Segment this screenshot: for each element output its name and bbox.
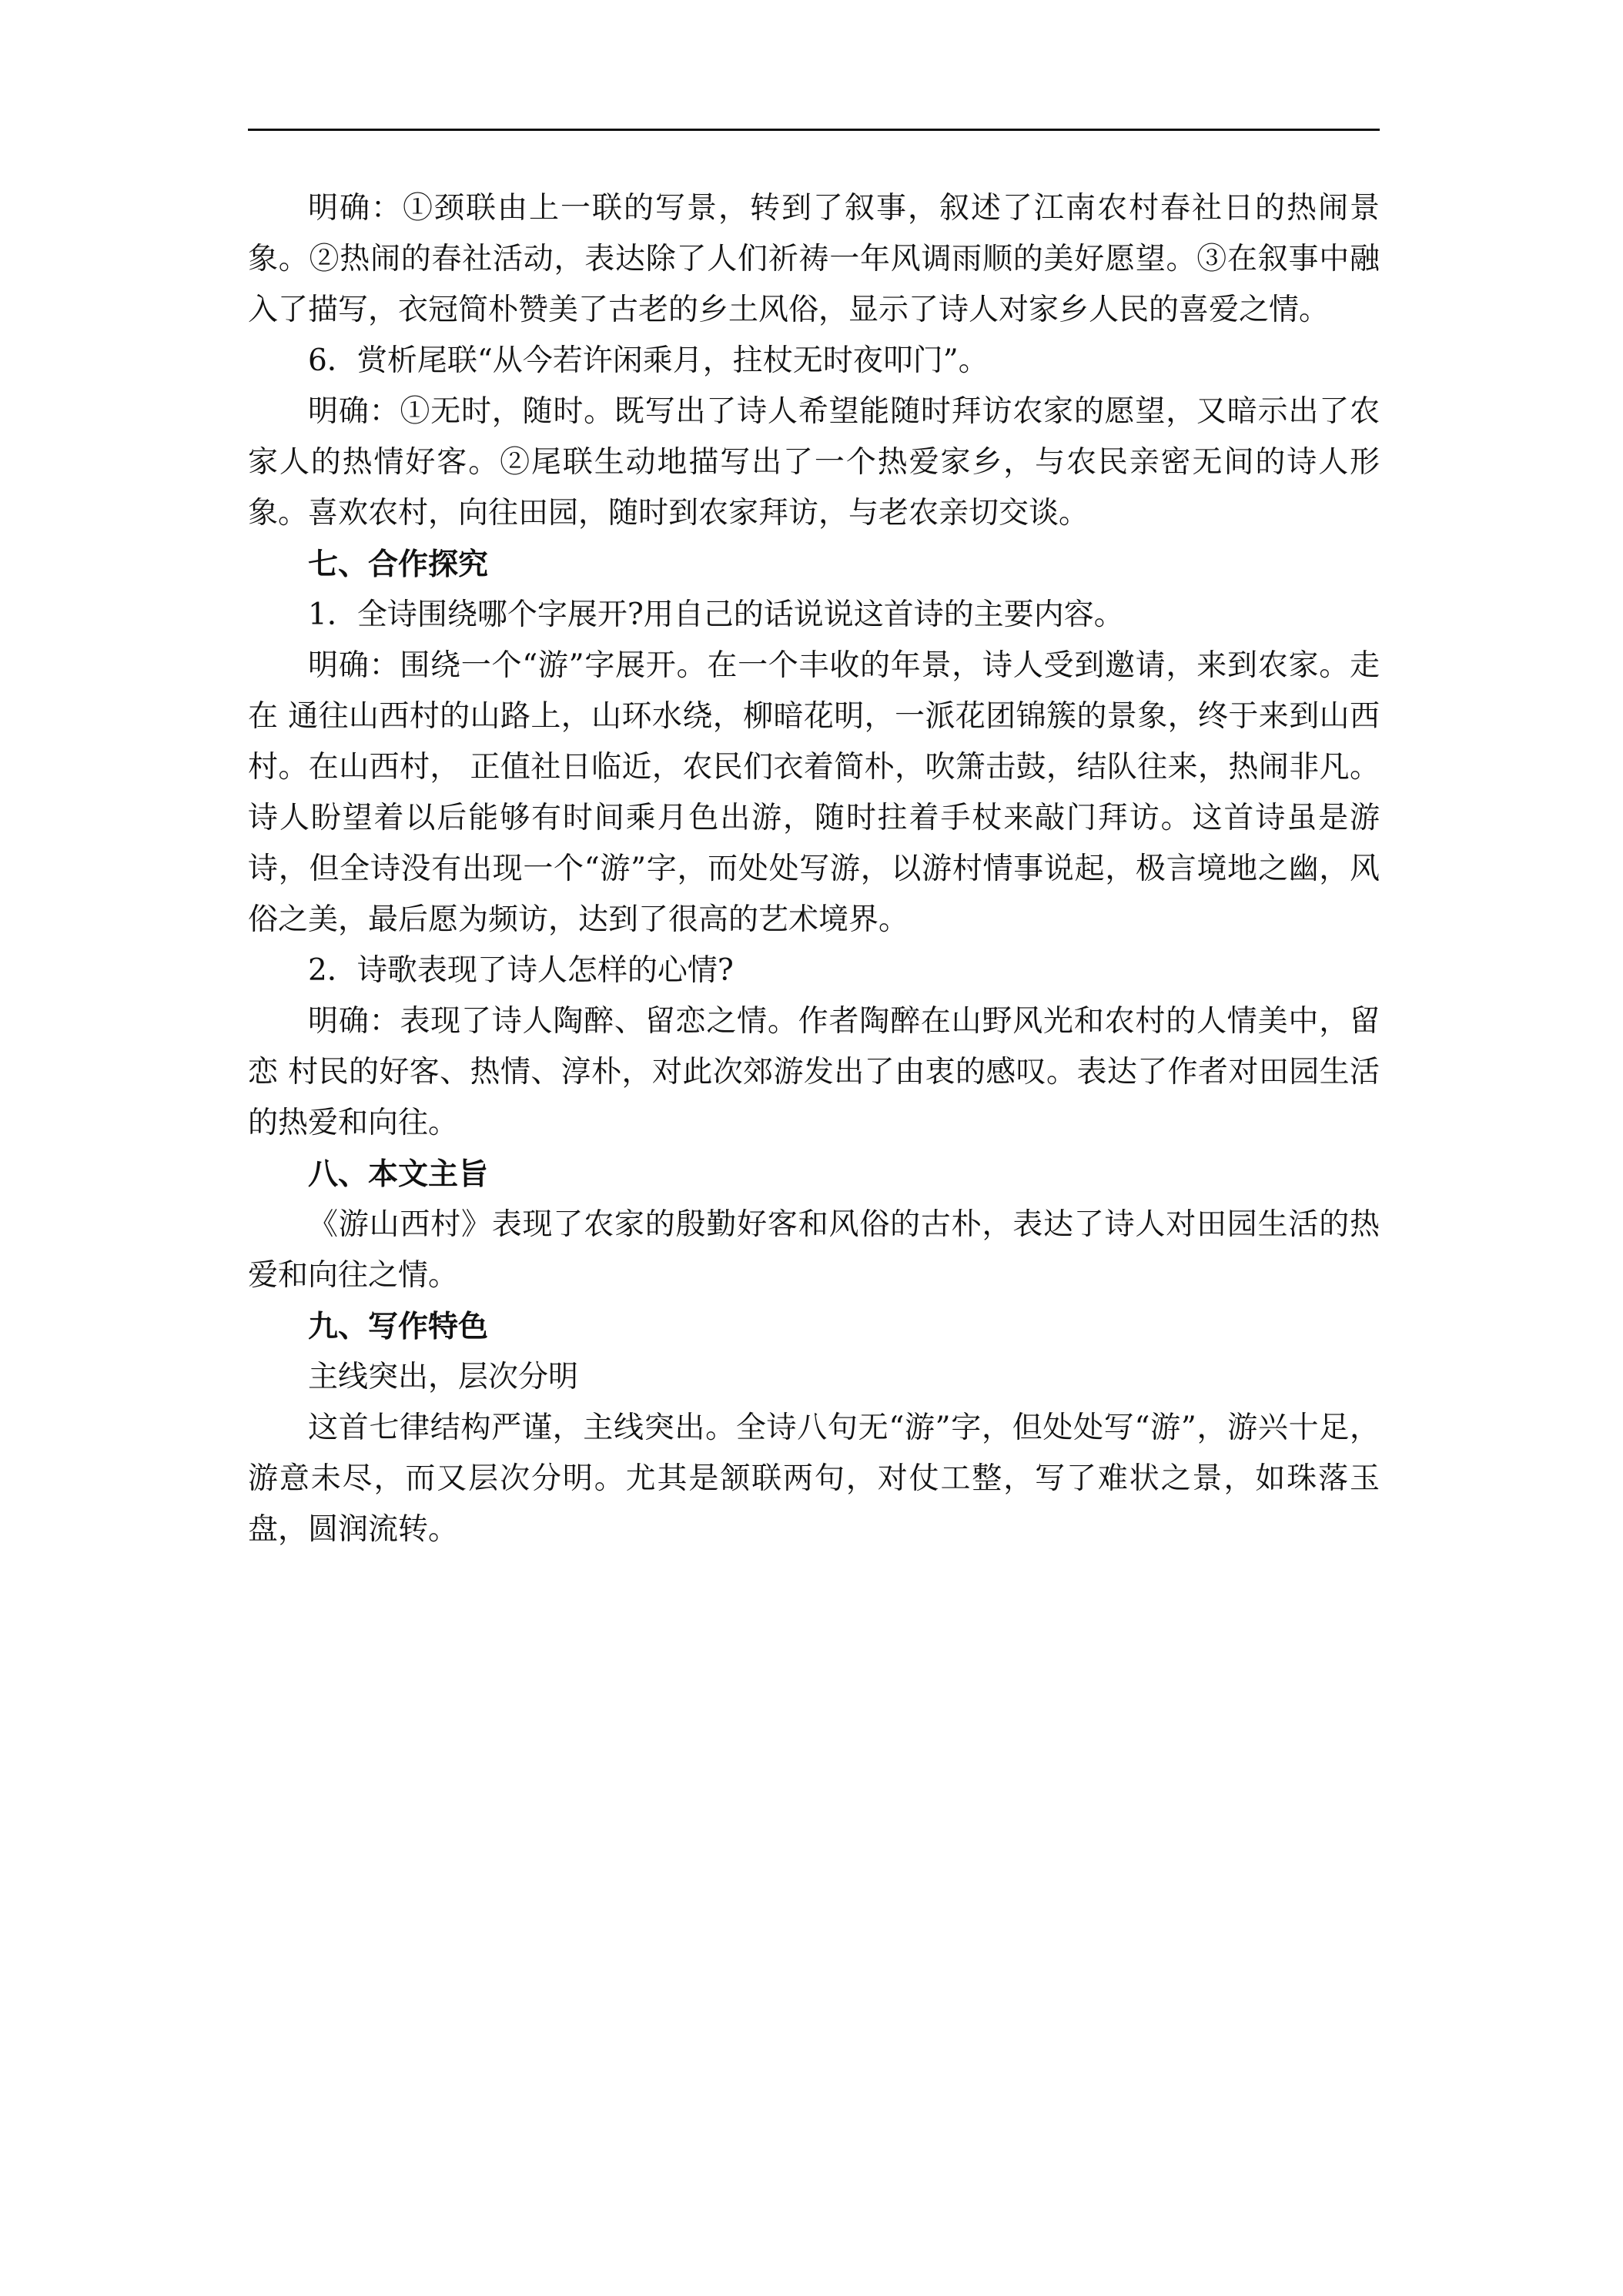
paragraph-question-1: 1．全诗围绕哪个字展开?用自己的话说说这首诗的主要内容。 <box>308 597 1124 632</box>
paragraph-feature-title: 主线突出，层次分明 <box>308 1360 579 1394</box>
paragraph-question-6: 6．赏析尾联“从今若许闲乘月，拄杖无时夜叩门”。 <box>308 343 989 378</box>
paragraph-answer-neck-couplet: 明确：①颈联由上一联的写景，转到了叙事，叙述了江南农村春社日的热闹景象。②热闹的春社活动，表达除了人们祈祷一年风调雨顺的美好愿望。③在叙事中融入了描写，衣冠简朴赞美了古老的乡土风俗，显示了诗人对家乡人民的喜爱之情。 <box>248 191 1380 327</box>
paragraph-answer-1: 明确：围绕一个“游”字展开。在一个丰收的年景，诗人受到邀请，来到农家。走在 通往山西村的山路上，山环水绕，柳暗花明，一派花团锦簇的景象，终于来到山西村。在山西村， 正值社日临近，农民们衣着简朴，吹箫击鼓，结队往来，热闹非凡。诗人盼望着以后能够有时间乘月色出游，随时拄着手杖来敲门拜访。这首诗虽是游诗，但全诗没有出现一个“游”字，而处处写游，以游村情事说起，极言境地之幽，风俗之美，最后愿为频访，达到了很高的艺术境界。 <box>248 648 1380 937</box>
paragraph-question-2: 2．诗歌表现了诗人怎样的心情? <box>308 953 734 988</box>
section-heading-cooperative-inquiry: 七、合作探究 <box>308 547 489 582</box>
header-rule <box>248 129 1380 131</box>
document-body <box>248 183 1380 1555</box>
paragraph-main-idea: 《游山西村》表现了农家的殷勤好客和风俗的古朴，表达了诗人对田园生活的热爱和向往之情。 <box>248 1207 1380 1293</box>
section-heading-writing-features: 九、写作特色 <box>308 1309 489 1344</box>
section-heading-main-idea: 八、本文主旨 <box>308 1156 489 1192</box>
paragraph-feature-detail: 这首七律结构严谨，主线突出。全诗八句无“游”字，但处处写“游”，游兴十足，游意未尽，而又层次分明。尤其是颔联两句，对仗工整，写了难状之景，如珠落玉盘，圆润流转。 <box>248 1411 1380 1547</box>
paragraph-answer-2: 明确：表现了诗人陶醉、留恋之情。作者陶醉在山野风光和农村的人情美中，留恋 村民的好客、热情、淳朴，对此次郊游发出了由衷的感叹。表达了作者对田园生活的热爱和向往。 <box>248 1004 1380 1140</box>
paragraph-answer-tail-couplet: 明确：①无时，随时。既写出了诗人希望能随时拜访农家的愿望，又暗示出了农家人的热情好客。②尾联生动地描写出了一个热爱家乡，与农民亲密无间的诗人形象。喜欢农村，向往田园，随时到农家拜访，与老农亲切交谈。 <box>248 394 1380 530</box>
